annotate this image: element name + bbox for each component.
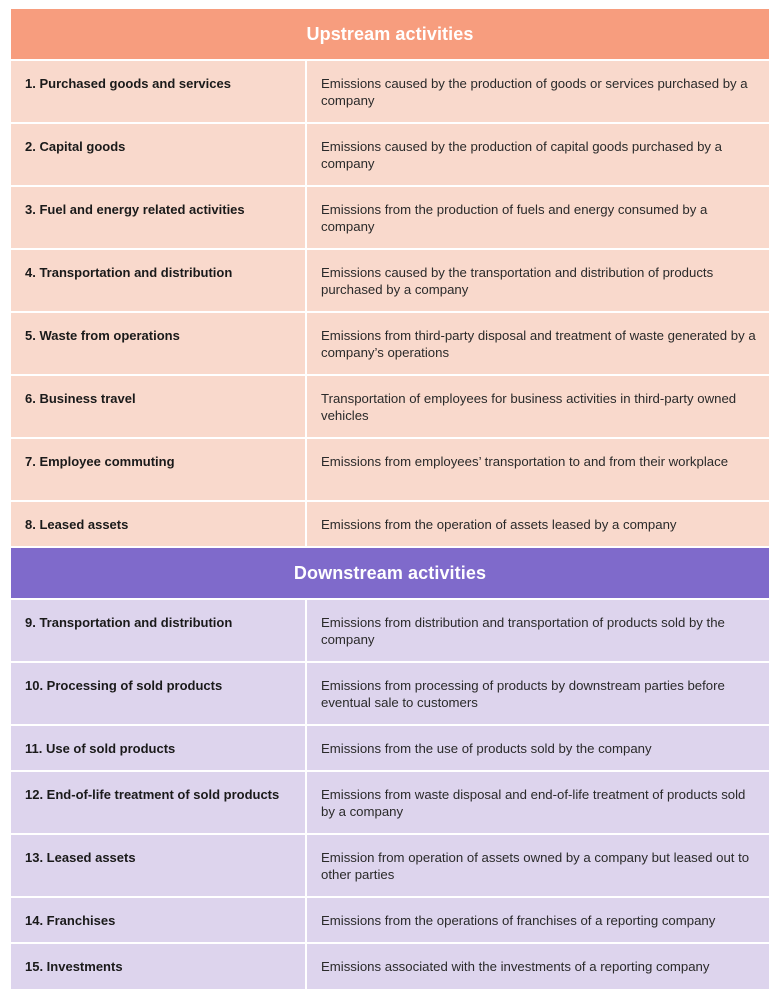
table-row bbox=[11, 187, 769, 250]
category-name: 13. Leased assets bbox=[11, 835, 307, 896]
category-description: Emissions caused by the production of capital goods purchased by a company bbox=[321, 139, 722, 171]
table-row bbox=[11, 835, 769, 898]
category-name: 15. Investments bbox=[11, 944, 307, 989]
category-name: 11. Use of sold products bbox=[11, 726, 307, 770]
category-name: 12. End-of-life treatment of sold products bbox=[11, 772, 307, 833]
table-row bbox=[11, 61, 769, 124]
category-description: Emissions from the use of products sold by the company bbox=[321, 741, 652, 756]
category-name: 9. Transportation and distribution bbox=[11, 600, 307, 661]
category-description: Emission from operation of assets owned by a company but leased out to other parties bbox=[321, 850, 750, 882]
category-description: Emissions from third-party disposal and treatment of waste generated by a company’s operations bbox=[321, 328, 756, 360]
category-name: 10. Processing of sold products bbox=[11, 663, 307, 724]
downstream-header: Downstream activities bbox=[11, 548, 769, 600]
category-description: Emissions associated with the investments of a reporting company bbox=[321, 959, 710, 974]
table-row bbox=[11, 124, 769, 187]
table-row bbox=[11, 600, 769, 663]
table-row bbox=[11, 502, 769, 548]
category-description: Emissions caused by the production of goods or services purchased by a company bbox=[321, 76, 748, 108]
category-description: Emissions from processing of products by downstream parties before eventual sale to customers bbox=[321, 678, 725, 710]
category-name: 5. Waste from operations bbox=[11, 313, 307, 374]
table-row bbox=[11, 376, 769, 439]
table-row bbox=[11, 313, 769, 376]
category-name: 2. Capital goods bbox=[11, 124, 307, 185]
table-row bbox=[11, 663, 769, 726]
category-description: Emissions from the production of fuels and energy consumed by a company bbox=[321, 202, 708, 234]
emissions-categories-table bbox=[11, 9, 769, 989]
category-name: 4. Transportation and distribution bbox=[11, 250, 307, 311]
table-row bbox=[11, 439, 769, 502]
category-description: Emissions from the operation of assets leased by a company bbox=[321, 517, 677, 532]
category-description: Transportation of employees for business activities in third-party owned vehicles bbox=[321, 391, 737, 423]
table-row bbox=[11, 250, 769, 313]
category-name: 6. Business travel bbox=[11, 376, 307, 437]
table-row bbox=[11, 772, 769, 835]
category-description: Emissions from the operations of franchises of a reporting company bbox=[321, 913, 716, 928]
category-name: 7. Employee commuting bbox=[11, 439, 307, 500]
category-description: Emissions from employees’ transportation to and from their workplace bbox=[321, 454, 729, 469]
category-description: Emissions from waste disposal and end-of-life treatment of products sold by a company bbox=[321, 787, 746, 819]
category-description: Emissions caused by the transportation and distribution of products purchased by a company bbox=[321, 265, 714, 297]
category-name: 1. Purchased goods and services bbox=[11, 61, 307, 122]
table-row bbox=[11, 944, 769, 989]
table-row bbox=[11, 898, 769, 944]
category-description: Emissions from distribution and transportation of products sold by the company bbox=[321, 615, 725, 647]
category-name: 8. Leased assets bbox=[11, 502, 307, 546]
table-row bbox=[11, 726, 769, 772]
upstream-header: Upstream activities bbox=[11, 9, 769, 61]
category-name: 14. Franchises bbox=[11, 898, 307, 942]
category-name: 3. Fuel and energy related activities bbox=[11, 187, 307, 248]
